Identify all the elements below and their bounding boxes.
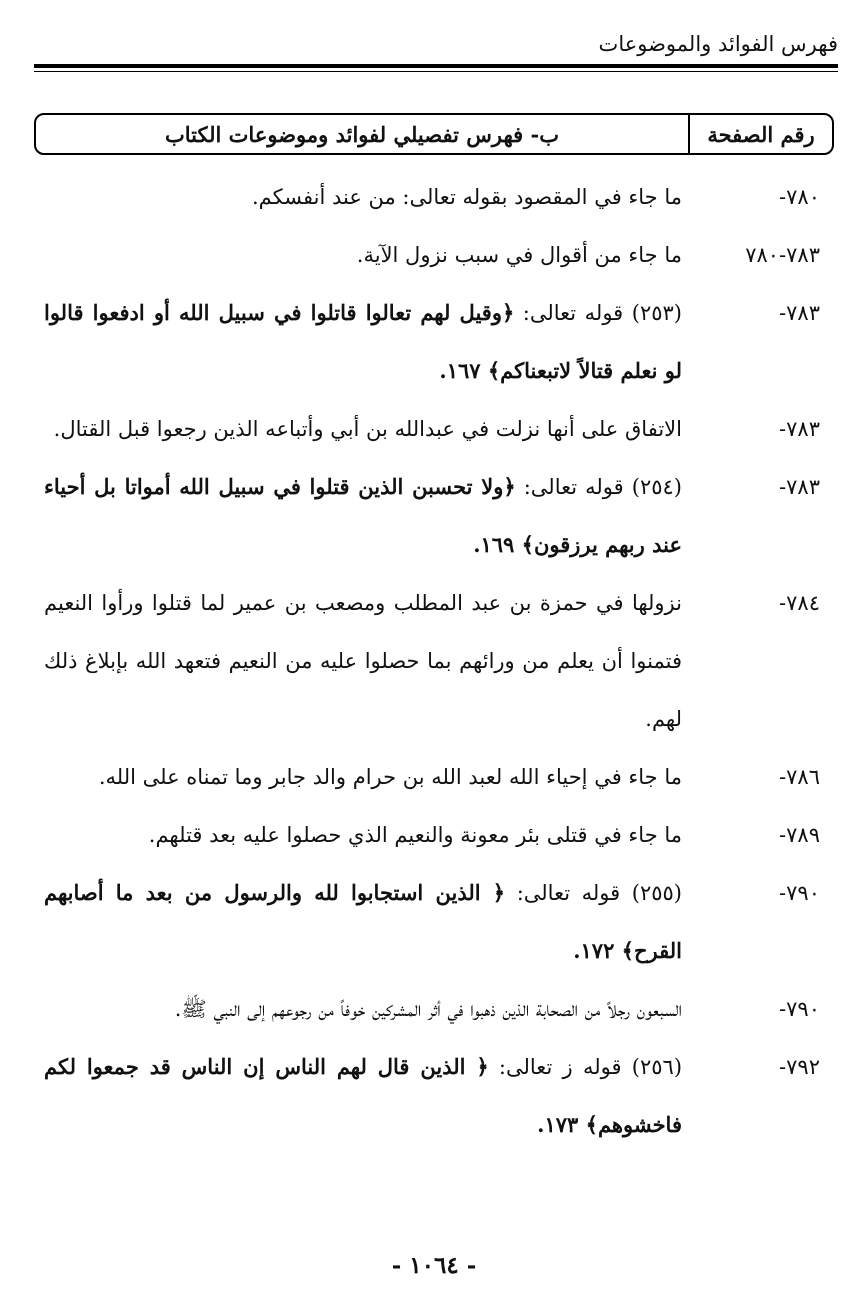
entry-text: ما جاء في إحياء الله لعبد الله بن حرام والد جابر وما تمناه على الله. xyxy=(98,765,682,789)
page-column-header: رقم الصفحة xyxy=(688,115,832,153)
index-entry xyxy=(34,168,834,226)
index-entry xyxy=(34,806,834,864)
entry-text: الاتفاق على أنها نزلت في عبدالله بن أبي وأتباعه الذين رجعوا قبل القتال. xyxy=(53,417,682,441)
index-entry xyxy=(34,226,834,284)
verse-text: ﴿ولا تحسبن الذين قتلوا في سبيل الله أمواتا بل أحياء عند ربهم يرزقون﴾ ١٦٩. xyxy=(44,474,682,557)
index-entry xyxy=(34,864,834,980)
page-number-footer: - ١٠٦٤ - xyxy=(391,1252,477,1279)
entry-page-number: ٧٨٣- xyxy=(779,301,820,325)
index-entry xyxy=(34,980,834,1038)
entry-page-number: ٧٨٣-٧٨٠ xyxy=(745,243,820,267)
index-entry xyxy=(34,1038,834,1154)
entry-text xyxy=(34,864,682,980)
entry-page-number: ٧٨٤- xyxy=(779,591,820,615)
entry-page-number: ٧٨٦- xyxy=(779,765,820,789)
entry-page-number: ٧٨٩- xyxy=(779,823,820,847)
entry-prefix: (٢٥٤) قوله تعالى: xyxy=(515,475,682,499)
header-rule-thin xyxy=(34,71,838,72)
entry-text: نزولها في حمزة بن عبد المطلب ومصعب بن عمير لما قتلوا ورأوا النعيم فتمنوا أن يعلم من ورائهم بما حصلوا عليه من النعيم فتعهد الله بإبلاغ ذلك لهم. xyxy=(44,591,682,731)
running-head: فهرس الفوائد والموضوعات xyxy=(598,32,838,56)
index-entries xyxy=(34,168,834,1154)
entry-text xyxy=(34,1038,682,1154)
title-column-header: ب- فهرس تفصيلي لفوائد وموضوعات الكتاب xyxy=(165,121,559,147)
index-table-header xyxy=(34,113,834,155)
header-rule-thick xyxy=(34,64,838,68)
entry-page-number: ٧٩٠- xyxy=(779,997,820,1021)
entry-page-number: ٧٨٣- xyxy=(779,475,820,499)
entry-text: ما جاء في المقصود بقوله تعالى: من عند أنفسكم. xyxy=(252,185,682,209)
index-entry xyxy=(34,284,834,400)
entry-text: السبعون رجلاً من الصحابة الذين ذهبوا في أثر المشركين خوفاً من رجوعهم إلى النبي ﷺ. xyxy=(174,997,682,1021)
index-entry xyxy=(34,574,834,748)
entry-prefix: (٢٥٣) قوله تعالى: xyxy=(514,301,682,325)
entry-text xyxy=(34,458,682,574)
verse-text: ﴿ الذين قال لهم الناس إن الناس قد جمعوا لكم فاخشوهم﴾ ١٧٣. xyxy=(44,1054,682,1137)
index-entry xyxy=(34,748,834,806)
entry-prefix: (٢٥٦) قوله ز تعالى: xyxy=(488,1055,683,1079)
index-entry xyxy=(34,458,834,574)
entry-page-number: ٧٩٢- xyxy=(779,1055,820,1079)
entry-page-number: ٧٨٠- xyxy=(779,185,820,209)
entry-page-number: ٧٩٠- xyxy=(779,881,820,905)
verse-text: ﴿وقيل لهم تعالوا قاتلوا في سبيل الله أو ادفعوا قالوا لو نعلم قتالاً لاتبعناكم﴾ ١٦٧. xyxy=(44,300,682,383)
entry-prefix: (٢٥٥) قوله تعالى: xyxy=(505,881,682,905)
entry-text: ما جاء من أقوال في سبب نزول الآية. xyxy=(356,243,682,267)
entry-page-number: ٧٨٣- xyxy=(779,417,820,441)
entry-text: ما جاء في قتلى بئر معونة والنعيم الذي حصلوا عليه بعد قتلهم. xyxy=(148,823,682,847)
entry-text xyxy=(34,284,682,400)
index-entry xyxy=(34,400,834,458)
verse-text: ﴿ الذين استجابوا لله والرسول من بعد ما أصابهم القرح﴾ ١٧٢. xyxy=(44,880,682,963)
